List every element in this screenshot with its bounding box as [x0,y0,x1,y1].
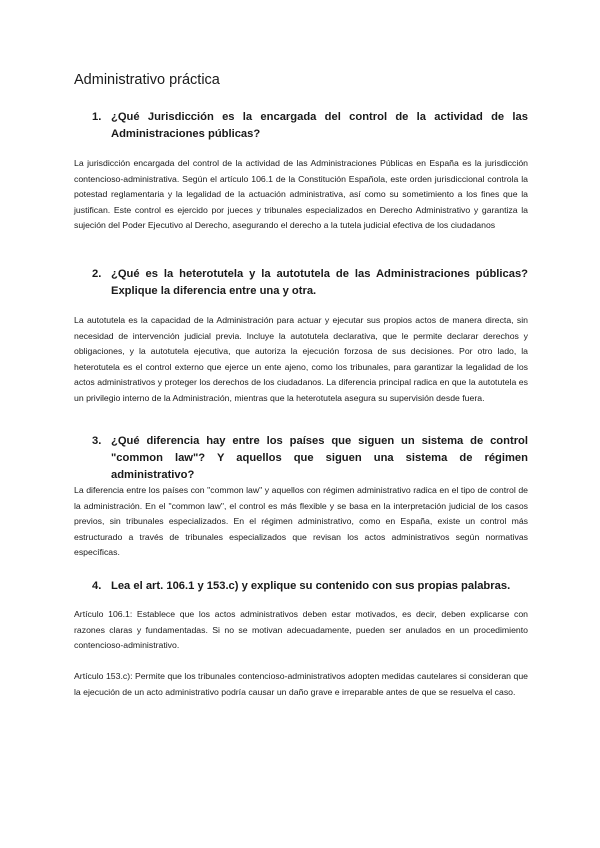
answer-4b: Artículo 153.c): Permite que los tribunales contencioso-administrativos adopten medidas cautelares si consideran que la ejecución de un acto administrativo podría causar un daño grave e irreparable antes de que se resuelva el caso. [74,671,528,697]
question-text: Lea el art. 106.1 y 153.c) y explique su contenido con sus propias palabras. [111,580,511,592]
answer-3: La diferencia entre los países con "common law" y aquellos con régimen administrativo radica en el tipo de control de la administración. En el "common law", el control es más flexible y se basa en la interpretación judicial de los casos previos, sin tribunales especializados. En el régimen administrativo, como en España, existe un control más estructurado a través de tribunales especializados que revisan los actos administrativos según normativas específicas. [74,485,528,558]
question-3 [92,433,528,484]
question-2 [92,266,528,300]
answer-4a: Artículo 106.1: Establece que los actos administrativos deben estar motivados, es decir, deben explicarse con razones claras y fundamentadas. Si no se motivan adecuadamente, pueden ser anulados en un procedimiento contencioso-administrativo. [74,609,528,651]
question-number: 2. [92,268,102,280]
question-text: ¿Qué diferencia hay entre los países que siguen un sistema de control "common law"? Y aquellos que siguen una sistema de régimen administrativo? [111,435,528,481]
question-1 [92,109,528,143]
question-text: ¿Qué Jurisdicción es la encargada del control de la actividad de las Administraciones públicas? [111,111,528,140]
answer-1: La jurisdicción encargada del control de la actividad de las Administraciones Públicas en España es la jurisdicción contencioso-administrativa. Según el artículo 106.1 de la Constitución Española, este orden jurisdiccional controla la potestad reglamentaria y la legalidad de la actuación administrativa, así como su sometimiento a los fines que la justifican. Este control es ejercido por jueces y tribunales especializados en Derecho Administrativo y garantiza la sujeción del Poder Ejecutivo al Derecho, asegurando el derecho a la tutela judicial efectiva de los ciudadanos [74,158,528,231]
question-text: ¿Qué es la heterotutela y la autotutela de las Administraciones públicas? Explique la diferencia entre una y otra. [111,268,528,297]
answer-2: La autotutela es la capacidad de la Administración para actuar y ejecutar sus propios actos de manera directa, sin necesidad de intervención judicial previa. Incluye la autotutela declarativa, que le permite declarar derechos y obligaciones, y la autotutela ejecutiva, que autoriza la ejecución forzosa de sus decisiones. Por otro lado, la heterotutela es el control externo que ejerce un ente ajeno, como los tribunales, para garantizar la legalidad de los actos administrativos y proteger los derechos de los ciudadanos. La diferencia principal radica en que la autotutela es un privilegio interno de la Administración, mientras que la heterotutela asegura su supervisión desde fuera. [74,315,528,403]
question-number: 3. [92,435,102,447]
question-number: 4. [92,580,102,592]
question-number: 1. [92,111,102,123]
question-4 [92,578,528,595]
document-title: Administrativo práctica [74,72,220,88]
